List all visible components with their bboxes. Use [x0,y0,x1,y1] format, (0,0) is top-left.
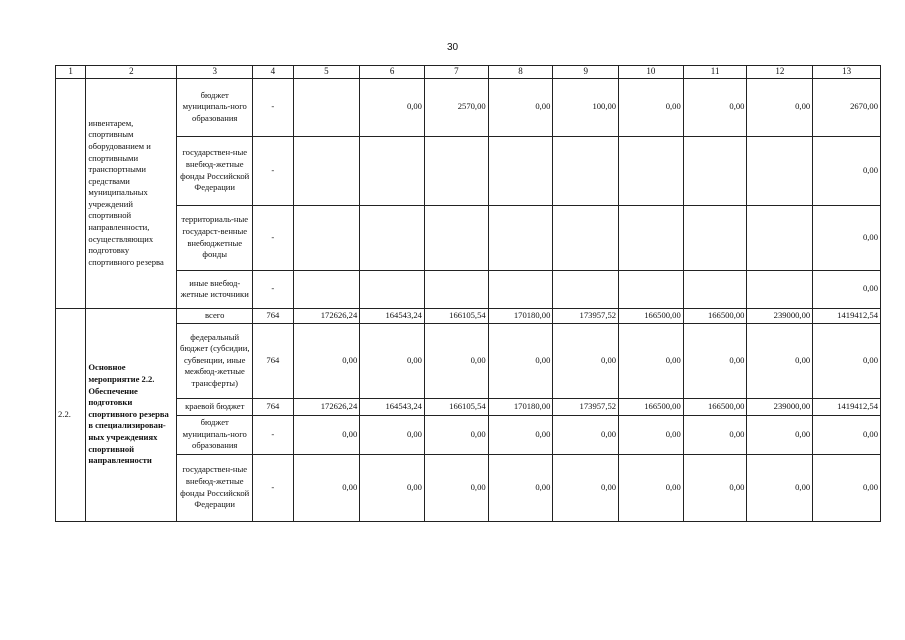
code-cell: - [253,270,293,308]
value-cell: 0,00 [813,136,881,205]
value-cell: 0,00 [619,415,684,454]
value-cell [553,136,619,205]
header-cell: 3 [177,66,253,79]
table-row [56,454,881,521]
value-cell: 0,00 [747,78,813,136]
value-cell [360,205,425,270]
header-cell: 12 [747,66,813,79]
funding-source-cell: бюджет муниципаль-ного образования [177,78,253,136]
value-cell: 0,00 [360,78,425,136]
value-cell [747,136,813,205]
value-cell: 170180,00 [488,308,553,323]
value-cell [293,270,360,308]
value-cell: 239000,00 [747,398,813,415]
header-cell: 7 [424,66,488,79]
code-cell: - [253,415,293,454]
header-cell: 6 [360,66,425,79]
value-cell [553,270,619,308]
value-cell: 166500,00 [619,308,684,323]
header-cell: 8 [488,66,553,79]
page-number: 30 [446,42,459,53]
value-cell: 0,00 [488,415,553,454]
value-cell: 0,00 [683,454,747,521]
value-cell: 2670,00 [813,78,881,136]
value-cell: 0,00 [747,323,813,398]
funding-source-cell: государствен-ные внебюд-жетные фонды Российской Федерации [177,136,253,205]
value-cell: 0,00 [619,454,684,521]
value-cell [424,205,488,270]
value-cell [360,136,425,205]
value-cell: 0,00 [293,323,360,398]
table-row [56,308,881,323]
value-cell: 0,00 [619,78,684,136]
header-row [56,66,881,79]
code-cell: 764 [253,323,293,398]
value-cell [683,136,747,205]
header-cell: 10 [619,66,684,79]
value-cell: 0,00 [813,205,881,270]
value-cell [488,136,553,205]
value-cell: 170180,00 [488,398,553,415]
code-cell: - [253,78,293,136]
header-cell: 5 [293,66,360,79]
value-cell: 166500,00 [619,398,684,415]
table-row [56,136,881,205]
value-cell: 0,00 [813,270,881,308]
value-cell: 164543,24 [360,398,425,415]
table-row [56,415,881,454]
value-cell: 0,00 [488,78,553,136]
value-cell: 0,00 [683,78,747,136]
value-cell: 173957,52 [553,398,619,415]
value-cell: 0,00 [424,415,488,454]
value-cell: 0,00 [293,415,360,454]
value-cell: 239000,00 [747,308,813,323]
value-cell: 0,00 [424,454,488,521]
row-number-cell [56,78,86,308]
header-cell: 2 [86,66,177,79]
code-cell: 764 [253,398,293,415]
value-cell: 2570,00 [424,78,488,136]
value-cell: 164543,24 [360,308,425,323]
funding-source-cell: федеральный бюджет (субсидии, субвенции, иные межбюд-жетные трансферты) [177,323,253,398]
value-cell [293,136,360,205]
activity-name-cell: Основное мероприятие 2.2. Обеспечение подготовки спортивного резерва в специализирован-ных учреждениях спортивной направленности [86,308,177,521]
value-cell: 173957,52 [553,308,619,323]
code-cell: - [253,136,293,205]
funding-source-cell: бюджет муниципаль-ного образования [177,415,253,454]
value-cell: 0,00 [619,323,684,398]
value-cell: 0,00 [360,323,425,398]
value-cell: 0,00 [747,454,813,521]
table-row [56,398,881,415]
value-cell [683,205,747,270]
funding-source-cell: иные внебюд-жетные источники [177,270,253,308]
value-cell [619,205,684,270]
value-cell: 166105,54 [424,398,488,415]
activity-name-cell: инвентарем, спортивным оборудованием и спортивными транспортными средствами муниципальных учреждений спортивной направленности, осуществляющих подготовку спортивного резерва [86,78,177,308]
value-cell [747,205,813,270]
value-cell: 172626,24 [293,308,360,323]
value-cell: 0,00 [488,323,553,398]
funding-source-cell: территориаль-ные государст-венные внебюджетные фонды [177,205,253,270]
value-cell [360,270,425,308]
budget-table [55,65,881,522]
value-cell: 0,00 [553,454,619,521]
table-row [56,323,881,398]
value-cell: 1419412,54 [813,398,881,415]
value-cell: 0,00 [813,454,881,521]
value-cell: 0,00 [424,323,488,398]
value-cell [488,205,553,270]
value-cell: 0,00 [747,415,813,454]
header-cell: 13 [813,66,881,79]
value-cell: 166500,00 [683,308,747,323]
value-cell [683,270,747,308]
value-cell: 172626,24 [293,398,360,415]
header-cell: 1 [56,66,86,79]
value-cell: 1419412,54 [813,308,881,323]
value-cell [424,136,488,205]
value-cell [293,78,360,136]
table-row [56,205,881,270]
code-cell: - [253,454,293,521]
funding-source-cell: всего [177,308,253,323]
value-cell: 0,00 [683,323,747,398]
header-cell: 4 [253,66,293,79]
value-cell [424,270,488,308]
value-cell [553,205,619,270]
value-cell: 0,00 [360,415,425,454]
table-row [56,270,881,308]
funding-source-cell: государствен-ные внебюд-жетные фонды Российской Федерации [177,454,253,521]
value-cell: 0,00 [553,323,619,398]
value-cell [488,270,553,308]
value-cell: 166500,00 [683,398,747,415]
value-cell: 0,00 [813,323,881,398]
value-cell [293,205,360,270]
value-cell [747,270,813,308]
value-cell: 0,00 [360,454,425,521]
value-cell: 0,00 [293,454,360,521]
value-cell: 166105,54 [424,308,488,323]
value-cell [619,270,684,308]
header-cell: 9 [553,66,619,79]
table-row [56,78,881,136]
row-number-cell: 2.2. [56,308,86,521]
value-cell: 0,00 [683,415,747,454]
funding-source-cell: краевой бюджет [177,398,253,415]
value-cell [619,136,684,205]
value-cell: 0,00 [553,415,619,454]
value-cell: 0,00 [813,415,881,454]
code-cell: 764 [253,308,293,323]
code-cell: - [253,205,293,270]
value-cell: 100,00 [553,78,619,136]
value-cell: 0,00 [488,454,553,521]
header-cell: 11 [683,66,747,79]
